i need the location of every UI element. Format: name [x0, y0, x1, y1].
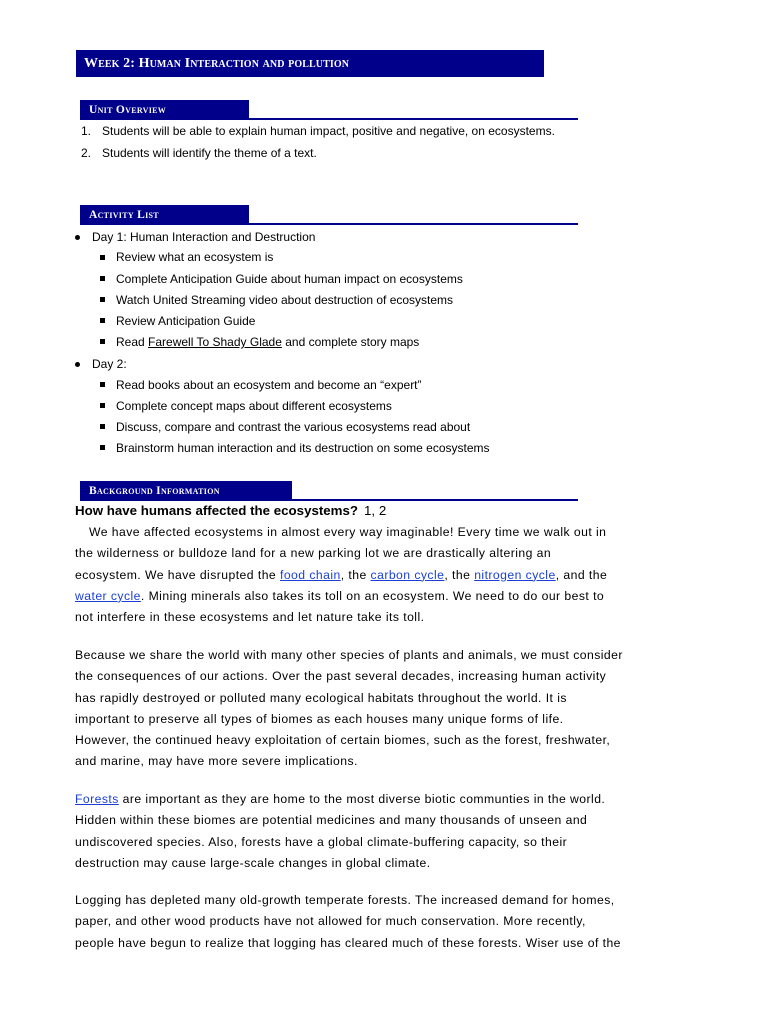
p1-line-3: [75, 565, 697, 586]
bullet-square-icon: [100, 297, 105, 302]
bullet-square-icon: [100, 445, 105, 450]
day2-item-3: Discuss, compare and contrast the various ecosystems read about: [116, 420, 471, 434]
p2-line-5: However, the continued heavy exploitation of certain biomes, such as the forest, freshwater,: [75, 733, 611, 748]
p1-line-4-text: . Mining minerals also takes its toll on an ecosystem. We need to do our best to: [140, 588, 605, 603]
day1-label: Day 1: Human Interaction and Destruction: [92, 230, 316, 244]
carbon-cycle-link[interactable]: carbon cycle: [370, 567, 445, 582]
water-cycle-link[interactable]: water cycle: [75, 588, 141, 603]
p1-line-1: We have affected ecosystems in almost every way imaginable! Every time we walk out in: [89, 525, 607, 539]
overview-item-2-number: 2.: [81, 146, 92, 160]
background-paragraph-2: [75, 645, 697, 773]
p1-line-3-b: , the: [340, 567, 371, 582]
bullet-square-icon: [100, 318, 105, 323]
background-rule: [80, 499, 578, 501]
question-text: How have humans affected the ecosystems?: [75, 503, 359, 518]
bullet-square-icon: [100, 339, 105, 344]
p2-line-6: and marine, may have more severe implications.: [75, 754, 358, 769]
activity-list-heading-text: Activity List: [89, 209, 159, 221]
unit-overview-rule: [80, 118, 578, 120]
p2-line-1: Because we share the world with many other species of plants and animals, we must consider: [75, 648, 623, 662]
bullet-dot-icon: [75, 362, 80, 367]
book-title: Farewell To Shady Glade: [148, 335, 282, 349]
unit-overview-heading: [80, 100, 249, 119]
question-refs: 1, 2: [364, 503, 387, 518]
nitrogen-cycle-link[interactable]: nitrogen cycle: [474, 567, 556, 582]
overview-item-1: Students will be able to explain human impact, positive and negative, on ecosystems.: [102, 124, 555, 138]
p1-line-4: [75, 586, 697, 607]
activity-list-rule: [80, 223, 578, 225]
p1-line-3-a: ecosystem. We have disrupted the: [75, 567, 280, 582]
background-paragraph-1: [75, 522, 697, 628]
p4-line-3: people have begun to realize that logging has cleared much of these forests. Wiser use of the: [75, 935, 621, 950]
day1-item-4: Review Anticipation Guide: [116, 314, 256, 328]
day2-item-2: Complete concept maps about different ecosystems: [116, 399, 392, 413]
p3-line-2: Hidden within these biomes are potential medicines and many thousands of unseen and: [75, 813, 588, 828]
background-heading: [80, 481, 292, 500]
bullet-square-icon: [100, 424, 105, 429]
day2-label: Day 2:: [92, 357, 127, 371]
week-title-banner: [76, 50, 544, 77]
p3-line-3: undiscovered species. Also, forests have a global climate-buffering capacity, so their: [75, 834, 568, 849]
activity-list-heading: [80, 205, 249, 224]
overview-item-2: Students will identify the theme of a text.: [102, 146, 317, 160]
p1-line-3-d: , and the: [555, 567, 608, 582]
p4-line-1: Logging has depleted many old-growth temperate forests. The increased demand for homes,: [75, 893, 615, 907]
day1-read-suffix: and complete story maps: [281, 335, 420, 349]
p4-line-2: paper, and other wood products have not allowed for much conservation. More recently,: [75, 914, 586, 929]
p1-line-3-c: , the: [444, 567, 475, 582]
overview-item-1-number: 1.: [81, 124, 92, 138]
bullet-dot-icon: [75, 235, 80, 240]
week-title: Week 2: Human Interaction and pollution: [84, 56, 350, 71]
p3-line-1: [75, 789, 697, 810]
bullet-square-icon: [100, 255, 105, 260]
p1-line-5: not interfere in these ecosystems and let nature take its toll.: [75, 610, 425, 625]
background-paragraph-3: [75, 789, 697, 874]
background-heading-text: Background Information: [89, 485, 220, 497]
day1-read-prefix: Read: [116, 335, 149, 349]
day1-item-3: Watch United Streaming video about destruction of ecosystems: [116, 293, 454, 307]
p2-line-2: the consequences of our actions. Over the past several decades, increasing human activity: [75, 669, 607, 684]
p3-line-4: destruction may cause large-scale changes in global climate.: [75, 855, 431, 870]
p1-line-2: the wilderness or bulldoze land for a new parking lot we are drastically altering an: [75, 546, 552, 561]
background-question: [75, 503, 386, 518]
unit-overview-heading-text: Unit Overview: [89, 104, 167, 116]
p2-line-3: has rapidly destroyed or polluted many ecological habitats throughout the world. It is: [75, 690, 567, 705]
food-chain-link[interactable]: food chain: [279, 567, 341, 582]
forests-link[interactable]: Forests: [75, 792, 119, 806]
day2-item-4: Brainstorm human interaction and its destruction on some ecosystems: [116, 441, 490, 455]
day1-item-1: Review what an ecosystem is: [116, 250, 274, 264]
p3-line-1-text: are important as they are home to the most diverse biotic communties in the world.: [118, 792, 606, 806]
day1-item-2: Complete Anticipation Guide about human impact on ecosystems: [116, 272, 463, 286]
bullet-square-icon: [100, 382, 105, 387]
bullet-square-icon: [100, 403, 105, 408]
day1-item-5: [116, 334, 419, 350]
bullet-square-icon: [100, 276, 105, 281]
day2-item-1: Read books about an ecosystem and become an “expert”: [116, 378, 422, 392]
p2-line-4: important to preserve all types of biomes as each houses many unique forms of life.: [75, 711, 564, 726]
background-paragraph-4: [75, 890, 697, 954]
